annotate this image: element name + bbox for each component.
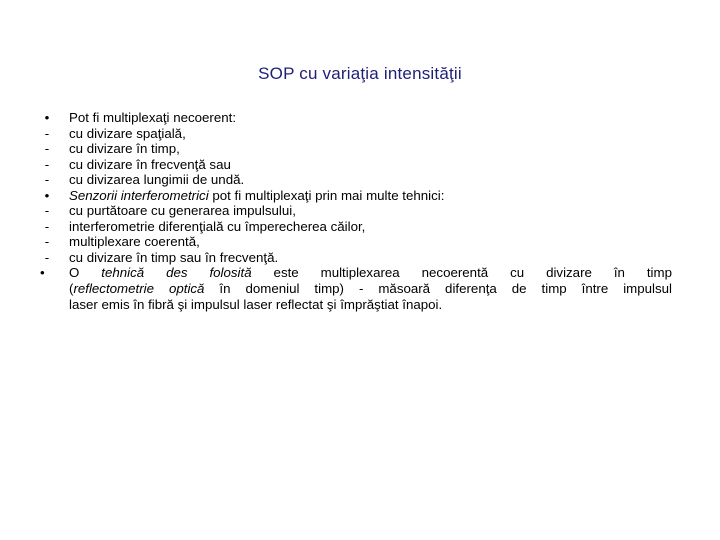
final-line-3: laser emis în fibră şi impulsul laser reflectat şi împrăştiat înapoi. [69, 296, 443, 312]
list-item [40, 172, 672, 188]
list-item-text: Pot fi multiplexaţi necoerent: [69, 110, 237, 125]
list-item-text: cu divizare în timp sau în frecvenţă. [69, 249, 279, 265]
list-item [40, 157, 672, 173]
text-run: în domeniul timp) - măsoară diferenţa de timp între impulsul [204, 281, 672, 297]
list-item-final [40, 265, 672, 312]
final-line-2 [69, 281, 672, 297]
slide-title: SOP cu variaţia intensităţii [258, 64, 462, 83]
bullet-marker: • [44, 110, 50, 125]
list-item [40, 126, 672, 142]
bullet-marker: • [40, 265, 45, 281]
text-run: O [69, 265, 102, 281]
list-item-text: cu purtătoare cu generarea impulsului, [69, 203, 296, 219]
final-line-1 [69, 265, 672, 281]
italic-term: tehnică des folosită [101, 265, 252, 281]
list-item [40, 234, 672, 250]
slide-content [40, 110, 672, 312]
list-item-text: multiplexare coerentă, [69, 234, 200, 250]
dash-marker: - [44, 172, 50, 188]
dash-marker: - [44, 249, 50, 265]
bullet-marker: • [44, 187, 50, 203]
list-item-text [69, 188, 672, 204]
italic-term: Senzorii interferometrici [69, 187, 209, 203]
dash-marker: - [44, 125, 50, 141]
list-item-text: cu divizare spaţială, [69, 125, 186, 141]
list-item [40, 188, 672, 204]
list-item [40, 110, 672, 126]
list-item-text: interferometrie diferenţială cu împerecherea căilor, [69, 218, 366, 234]
list-item [40, 141, 672, 157]
list-item-text: cu divizare în timp, [69, 141, 180, 157]
italic-term: reflectometrie optică [73, 281, 205, 297]
dash-marker: - [44, 141, 50, 157]
list-item [40, 219, 672, 235]
text-run: este multiplexarea necoerentă cu divizare în timp [251, 265, 672, 281]
dash-marker: - [44, 156, 50, 172]
dash-marker: - [44, 203, 50, 219]
list-item-text: cu divizarea lungimii de undă. [69, 172, 245, 188]
dash-marker: - [44, 234, 50, 250]
list-item [40, 203, 672, 219]
dash-marker: - [44, 218, 50, 234]
list-item-rest: pot fi multiplexaţi prin mai multe tehnici: [208, 187, 445, 203]
list-item-text: cu divizare în frecvenţă sau [69, 156, 231, 172]
list-item [40, 250, 672, 266]
text-run: ( [69, 281, 74, 297]
